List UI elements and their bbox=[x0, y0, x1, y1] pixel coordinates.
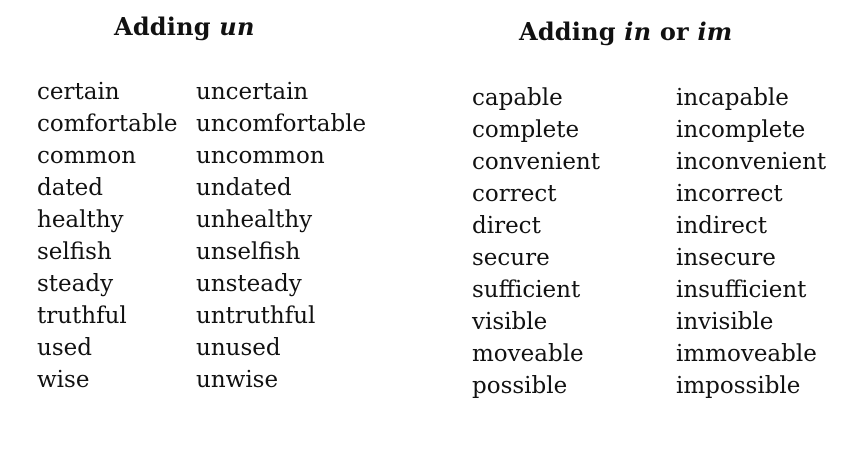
base-word: moveable bbox=[472, 341, 584, 367]
heading-adding-un bbox=[114, 13, 255, 41]
prefixed-word: unsteady bbox=[196, 271, 302, 297]
heading-adding-in-or-im bbox=[519, 18, 732, 46]
prefixed-word: unselfish bbox=[196, 239, 301, 265]
prefixed-word: unused bbox=[196, 335, 281, 361]
prefixed-word: uncomfortable bbox=[196, 111, 367, 137]
prefixed-word: unhealthy bbox=[196, 207, 313, 233]
heading-prefix-in: in bbox=[624, 17, 652, 46]
prefixed-word: undated bbox=[196, 175, 292, 201]
prefixed-word-list-in-im bbox=[676, 82, 826, 402]
base-word: dated bbox=[37, 175, 104, 201]
prefixed-word: incapable bbox=[676, 85, 789, 111]
prefixed-word: insufficient bbox=[676, 277, 807, 303]
base-word: comfortable bbox=[37, 111, 178, 137]
prefixed-word: inconvenient bbox=[676, 149, 827, 175]
base-word: capable bbox=[472, 85, 563, 111]
base-word: healthy bbox=[37, 207, 124, 233]
heading-prefix-un: un bbox=[219, 12, 255, 41]
prefixed-word: incorrect bbox=[676, 181, 783, 207]
base-word-list-un bbox=[37, 76, 178, 396]
prefixed-word: uncertain bbox=[196, 79, 309, 105]
base-word: correct bbox=[472, 181, 557, 207]
base-word: direct bbox=[472, 213, 541, 239]
base-word: selfish bbox=[37, 239, 112, 265]
base-word: possible bbox=[472, 373, 568, 399]
base-word: convenient bbox=[472, 149, 600, 175]
prefixed-word: indirect bbox=[676, 213, 767, 239]
base-word: sufficient bbox=[472, 277, 581, 303]
prefixed-word: invisible bbox=[676, 309, 774, 335]
heading-prefix-im: im bbox=[697, 17, 733, 46]
prefixed-word: unwise bbox=[196, 367, 279, 393]
base-word: truthful bbox=[37, 303, 127, 329]
heading-adding-label: Adding bbox=[519, 17, 616, 46]
prefixed-word: immoveable bbox=[676, 341, 817, 367]
prefixed-word-list-un bbox=[196, 76, 366, 396]
base-word: common bbox=[37, 143, 137, 169]
base-word: complete bbox=[472, 117, 580, 143]
base-word-list-in-im bbox=[472, 82, 600, 402]
base-word: wise bbox=[37, 367, 90, 393]
base-word: certain bbox=[37, 79, 120, 105]
base-word: secure bbox=[472, 245, 550, 271]
base-word: steady bbox=[37, 271, 114, 297]
prefixed-word: untruthful bbox=[196, 303, 316, 329]
heading-conjunction-or: or bbox=[659, 17, 689, 46]
base-word: used bbox=[37, 335, 92, 361]
prefixed-word: incomplete bbox=[676, 117, 806, 143]
prefixed-word: impossible bbox=[676, 373, 801, 399]
prefixed-word: insecure bbox=[676, 245, 776, 271]
heading-adding-label: Adding bbox=[114, 12, 211, 41]
prefixed-word: uncommon bbox=[196, 143, 325, 169]
base-word: visible bbox=[472, 309, 548, 335]
